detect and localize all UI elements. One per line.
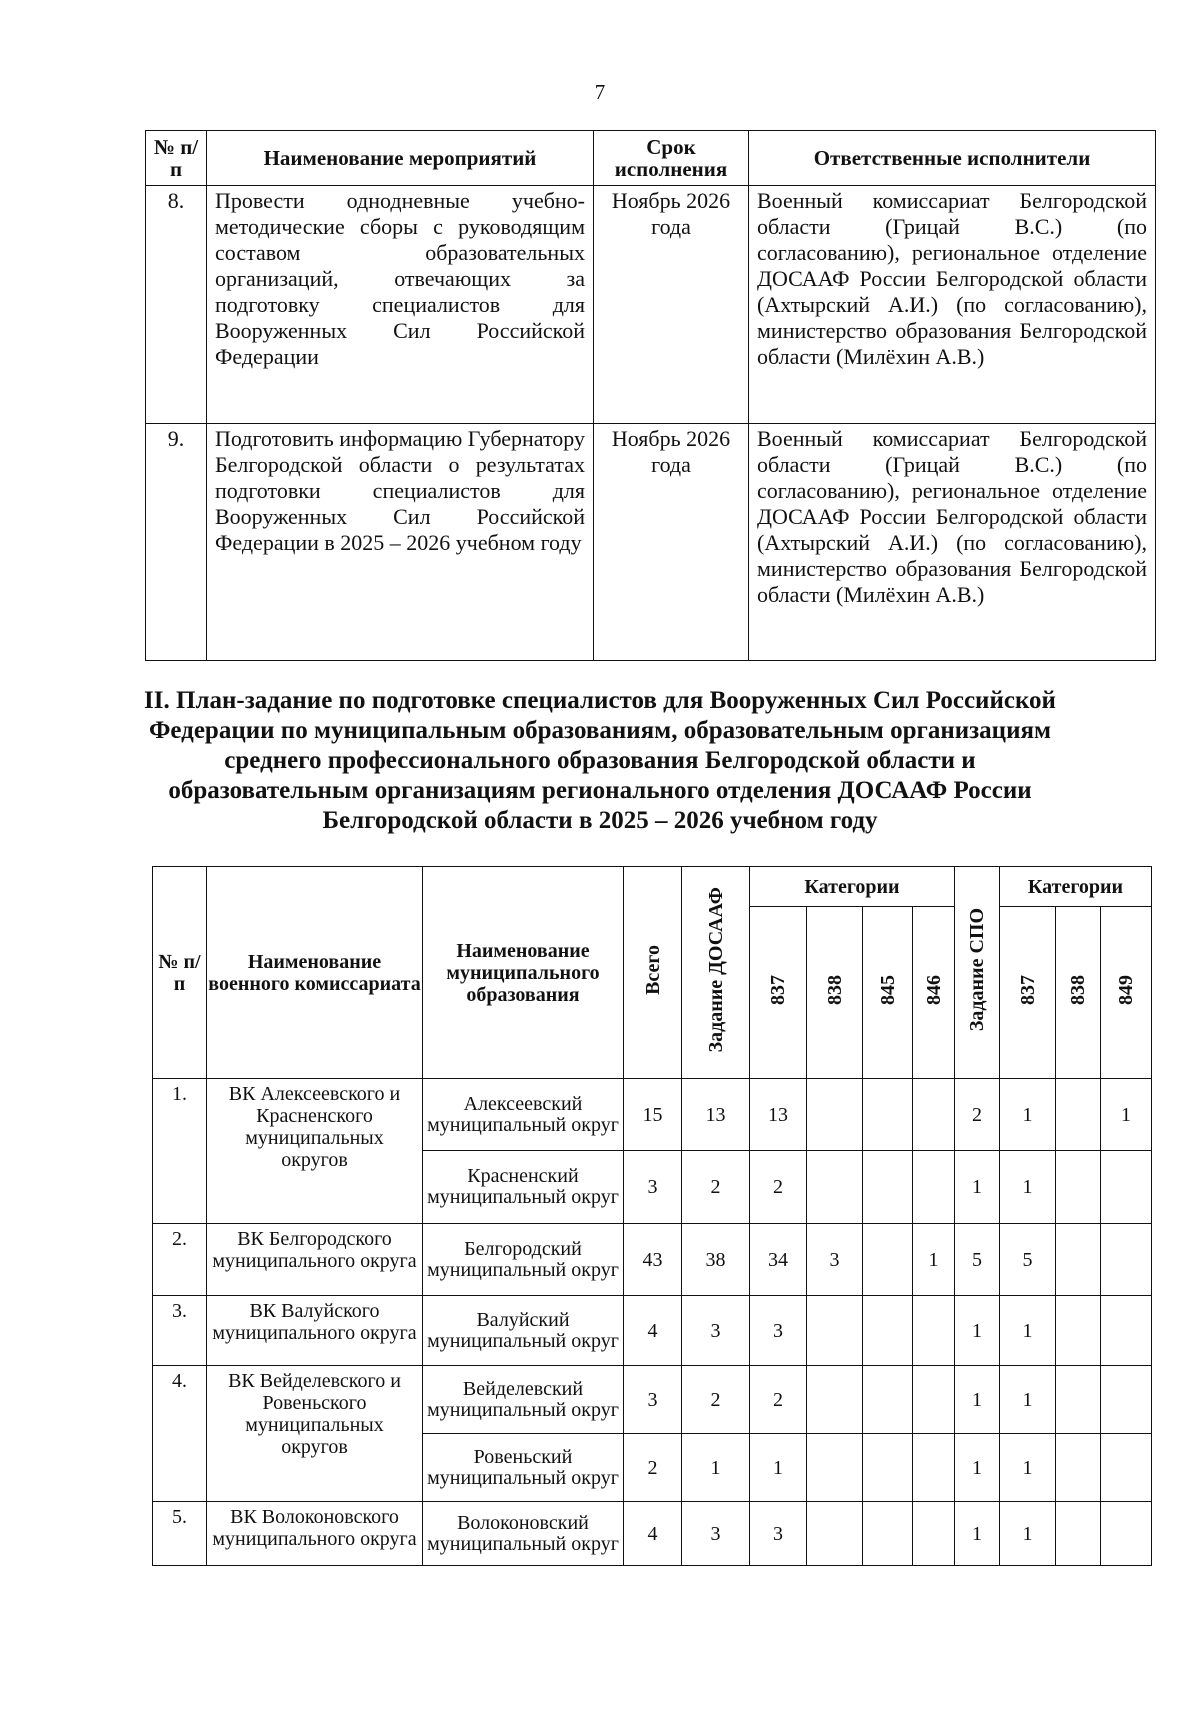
cell-845 [863, 1079, 913, 1151]
row-vk: ВК Волоконовского муниципального округа [207, 1502, 423, 1566]
row-num: 1. [153, 1079, 207, 1224]
cell-845 [863, 1151, 913, 1224]
header-cat-label: 837 [767, 975, 789, 1005]
header-spo-cat-849 [1101, 907, 1152, 1079]
cell-845 [863, 1502, 913, 1566]
cell-total: 4 [624, 1296, 682, 1366]
header-cat-label: 846 [922, 975, 945, 1005]
cell-838 [807, 1366, 863, 1434]
cell-total: 3 [624, 1366, 682, 1434]
header-categories-2: Категории [1000, 867, 1152, 907]
cell-spo-838 [1056, 1151, 1101, 1224]
header-cat-label: 849 [1115, 975, 1137, 1005]
cell-spo-849 [1101, 1434, 1152, 1502]
cell-dosaaf: 2 [682, 1151, 750, 1224]
row-municipality: Волоконовский муниципальный округ [423, 1502, 624, 1566]
row-term: Ноябрь 2026 года [594, 186, 749, 424]
header-responsible: Ответственные исполнители [749, 131, 1156, 186]
row-municipality: Ровеньский муниципальный округ [423, 1434, 624, 1502]
header-name: Наименование мероприятий [207, 131, 594, 186]
header-cat-846 [913, 907, 955, 1079]
header-cat-label: 838 [1067, 975, 1089, 1005]
cell-837: 2 [750, 1151, 807, 1224]
cell-837: 13 [750, 1079, 807, 1151]
cell-dosaaf: 38 [682, 1224, 750, 1296]
header-spo [955, 867, 1000, 1079]
header-cat-label: 837 [1016, 975, 1039, 1005]
cell-845 [863, 1366, 913, 1434]
cell-846 [913, 1502, 955, 1566]
cell-846 [913, 1296, 955, 1366]
header-term: Срок исполнения [594, 131, 749, 186]
row-num: 3. [153, 1296, 207, 1366]
row-municipality: Алексеевский муниципальный округ [423, 1079, 624, 1151]
header-vk: Наименование военного комиссариата [207, 867, 423, 1079]
row-vk: ВК Вейделевского и Ровеньского муниципальных округов [207, 1366, 423, 1502]
table-row [153, 1296, 1152, 1366]
header-cat-845 [863, 907, 913, 1079]
row-num: 5. [153, 1502, 207, 1566]
row-name: Подготовить информацию Губернатору Белгородской области о результатах подготовки специалистов для Вооруженных Сил Российской Федерации в 2025 – 2026 учебном году [207, 424, 594, 661]
row-name: Провести однодневные учебно-методические сборы с руководящим составом образовательных организаций, отвечающих за подготовку специалистов для Вооруженных Сил Российской Федерации [207, 186, 594, 424]
header-municipality: Наименование муниципального образования [423, 867, 624, 1079]
cell-837: 3 [750, 1296, 807, 1366]
cell-total: 2 [624, 1434, 682, 1502]
row-responsible: Военный комиссариат Белгородской области (Грицай В.С.) (по согласованию), региональное отделение ДОСААФ России Белгородской области (Ахтырский А.И.) (по согласованию), министерство образования Белгородской области (Милёхин А.В.) [749, 424, 1156, 661]
row-municipality: Вейделевский муниципальный округ [423, 1366, 624, 1434]
header-num: № п/п [146, 131, 207, 186]
cell-838 [807, 1502, 863, 1566]
cell-845 [863, 1296, 913, 1366]
page-number: 7 [594, 80, 606, 104]
cell-spo-849 [1101, 1502, 1152, 1566]
cell-837: 2 [750, 1366, 807, 1434]
table-header-row [146, 131, 1156, 186]
row-municipality: Валуйский муниципальный округ [423, 1296, 624, 1366]
cell-total: 15 [624, 1079, 682, 1151]
cell-spo: 1 [955, 1296, 1000, 1366]
cell-838 [807, 1434, 863, 1502]
cell-spo-838 [1056, 1366, 1101, 1434]
cell-837: 3 [750, 1502, 807, 1566]
cell-spo-837: 5 [1000, 1224, 1056, 1296]
cell-spo-838 [1056, 1079, 1101, 1151]
cell-spo: 1 [955, 1434, 1000, 1502]
header-cat-label: 838 [823, 975, 846, 1005]
row-municipality: Белгородский муниципальный округ [423, 1224, 624, 1296]
row-responsible: Военный комиссариат Белгородской области (Грицай В.С.) (по согласованию), региональное отделение ДОСААФ России Белгородской области (Ахтырский А.И.) (по согласованию), министерство образования Белгородской области (Милёхин А.В.) [749, 186, 1156, 424]
table-row [153, 1502, 1152, 1566]
cell-spo: 1 [955, 1151, 1000, 1224]
cell-spo-838 [1056, 1434, 1101, 1502]
cell-846: 1 [913, 1224, 955, 1296]
row-num: 2. [153, 1224, 207, 1296]
row-vk: ВК Белгородского муниципального округа [207, 1224, 423, 1296]
section-heading: II. План-задание по подготовке специалистов для Вооруженных Сил Российской Федерации по муниципальным образованиям, образовательным организациям среднего профессионального образования Белгородской области и образовательным организациям регионального отделения ДОСААФ России Белгородской области в 2025 – 2026 учебном году [144, 687, 1056, 834]
cell-spo-849 [1101, 1366, 1152, 1434]
cell-spo: 5 [955, 1224, 1000, 1296]
cell-837: 1 [750, 1434, 807, 1502]
cell-845 [863, 1224, 913, 1296]
row-municipality: Красненский муниципальный округ [423, 1151, 624, 1224]
header-categories-1: Категории [750, 867, 955, 907]
cell-846 [913, 1151, 955, 1224]
header-dosaaf-label: Задание ДОСААФ [704, 887, 727, 1053]
cell-spo: 1 [955, 1366, 1000, 1434]
cell-dosaaf: 3 [682, 1296, 750, 1366]
cell-spo-837: 1 [1000, 1366, 1056, 1434]
cell-spo-837: 1 [1000, 1079, 1056, 1151]
cell-spo-838 [1056, 1502, 1101, 1566]
row-term: Ноябрь 2026 года [594, 424, 749, 661]
cell-spo-837: 1 [1000, 1434, 1056, 1502]
cell-838 [807, 1151, 863, 1224]
row-num: 4. [153, 1366, 207, 1502]
cell-total: 4 [624, 1502, 682, 1566]
cell-845 [863, 1434, 913, 1502]
cell-total: 3 [624, 1151, 682, 1224]
header-cat-label: 845 [876, 975, 899, 1005]
table-row [153, 1224, 1152, 1296]
cell-spo-837: 1 [1000, 1502, 1056, 1566]
cell-846 [913, 1434, 955, 1502]
row-num: 8. [146, 186, 207, 424]
header-spo-cat-838 [1056, 907, 1101, 1079]
table-row [153, 1079, 1152, 1151]
cell-838: 3 [807, 1224, 863, 1296]
cell-total: 43 [624, 1224, 682, 1296]
cell-846 [913, 1366, 955, 1434]
cell-spo: 2 [955, 1079, 1000, 1151]
cell-838 [807, 1079, 863, 1151]
cell-spo-849: 1 [1101, 1079, 1152, 1151]
cell-846 [913, 1079, 955, 1151]
cell-dosaaf: 2 [682, 1366, 750, 1434]
row-num: 9. [146, 424, 207, 661]
header-cat-838 [807, 907, 863, 1079]
cell-spo-838 [1056, 1296, 1101, 1366]
table-row [146, 424, 1156, 661]
header-total-label: Всего [641, 945, 664, 995]
events-table [145, 130, 1156, 661]
cell-dosaaf: 3 [682, 1502, 750, 1566]
cell-838 [807, 1296, 863, 1366]
cell-spo-849 [1101, 1224, 1152, 1296]
header-cat-837 [750, 907, 807, 1079]
cell-spo-837: 1 [1000, 1296, 1056, 1366]
header-total [624, 867, 682, 1079]
cell-dosaaf: 1 [682, 1434, 750, 1502]
table-row [146, 186, 1156, 424]
cell-spo-849 [1101, 1151, 1152, 1224]
cell-spo-849 [1101, 1296, 1152, 1366]
row-vk: ВК Алексеевского и Красненского муниципальных округов [207, 1079, 423, 1224]
header-spo-label: Задание СПО [966, 908, 988, 1032]
cell-dosaaf: 13 [682, 1079, 750, 1151]
plan-table [152, 866, 1152, 1566]
cell-spo-838 [1056, 1224, 1101, 1296]
header-dosaaf [682, 867, 750, 1079]
cell-spo: 1 [955, 1502, 1000, 1566]
row-vk: ВК Валуйского муниципального округа [207, 1296, 423, 1366]
header-spo-cat-837 [1000, 907, 1056, 1079]
table-row [153, 1366, 1152, 1434]
cell-spo-837: 1 [1000, 1151, 1056, 1224]
header-num: № п/п [153, 867, 207, 1079]
table-header-row [153, 867, 1152, 907]
cell-837: 34 [750, 1224, 807, 1296]
